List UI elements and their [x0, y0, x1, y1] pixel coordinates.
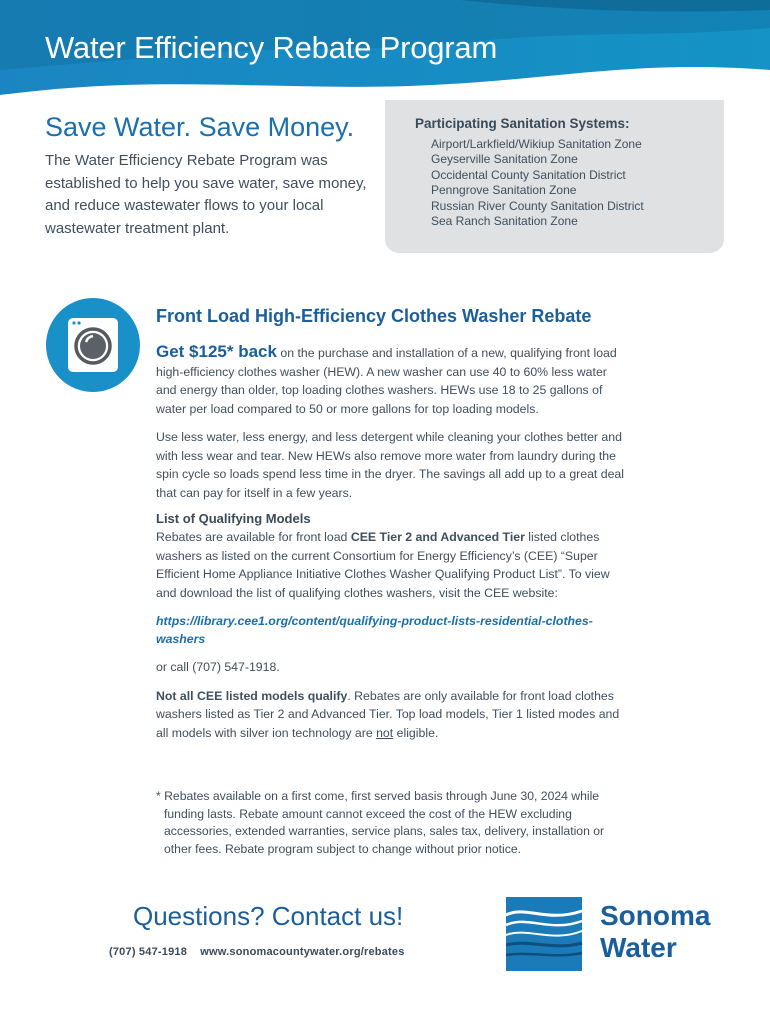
rebate-paragraph-3: Rebates are available for front load CEE Tier 2 and Advanced Tier listed clothes washers as listed on the current Consortium for Energy Efficiency’s (CEE) “Super Efficient Home Appliance Initiative Clothes Washer Qualifying Product List”. To view and download the list of qualifying clothes washers, visit the CEE website: [156, 530, 610, 600]
washer-icon [46, 298, 140, 392]
systems-list-item: Geyserville Sanitation Zone [431, 152, 578, 167]
call-text: or call (707) 547-1918. [156, 660, 280, 674]
footnote: * Rebates available on a first come, first served basis through June 30, 2024 while funding lasts. Rebate amount cannot exceed the cost of the HEW excluding accessories, extended warranties, service plans, sales tax, delivery, installation or other fees. Rebate program subject to change without prior notice. [156, 789, 605, 856]
systems-list-item: Russian River County Sanitation District [431, 198, 644, 213]
cee-website-link[interactable]: https://library.cee1.org/content/qualifying-product-lists-residential-clothes-washers [156, 614, 593, 646]
logo-line-1: Sonoma [600, 900, 711, 931]
systems-title: Participating Sanitation Systems: [415, 116, 630, 131]
rebate-paragraph-1: Get $125* back on the purchase and installation of a new, qualifying front load high-efficiency clothes washer (HEW). A new washer can use 40 to 60% less water and energy than older, top loading clothes washers. HEWs use 18 to 25 gallons of water per load compared to 50 or more gallons for top loading models. [156, 342, 617, 416]
page-title: Water Efficiency Rebate Program [45, 30, 498, 65]
tagline: Save Water. Save Money. [45, 112, 355, 142]
logo-line-2: Water [600, 932, 677, 963]
header-banner [0, 0, 770, 100]
rebate-title: Front Load High-Efficiency Clothes Washer Rebate [156, 306, 592, 326]
rebate-section [156, 306, 626, 742]
systems-list-item: Airport/Larkfield/Wikiup Sanitation Zone [431, 137, 642, 151]
contact-heading: Questions? Contact us! [133, 901, 404, 931]
rebate-paragraph-2: Use less water, less energy, and less detergent while cleaning your clothes better and with less wear and tear. New HEWs also remove more water from laundry during the spin cycle so loads spend less time in the dryer. The savings all add up to a great deal that can pay for itself in a few years. [156, 430, 625, 500]
systems-panel [385, 100, 724, 253]
systems-list [415, 137, 724, 229]
systems-list-item: Sea Ranch Sanitation Zone [431, 214, 578, 229]
logo-wordmark [600, 900, 710, 964]
contact-website[interactable]: www.sonomacountywater.org/rebates [200, 946, 405, 958]
systems-list-item: Penngrove Sanitation Zone [431, 183, 577, 198]
rebate-amount: Get $125* back [156, 342, 277, 361]
models-heading: List of Qualifying Models [156, 511, 311, 526]
contact-phone[interactable]: (707) 547-1918 [109, 946, 188, 958]
intro-text: The Water Efficiency Rebate Program was established to help you save water, save money, and reduce wastewater flows to your local wastewater treatment plant. [45, 152, 367, 237]
systems-list-item: Occidental County Sanitation District [431, 167, 626, 182]
washing-machine-icon [46, 298, 140, 392]
contact-line [109, 946, 415, 958]
rebate-paragraph-4: Not all CEE listed models qualify. Rebates are only available for front load clothes washers listed as Tier 2 and Advanced Tier. Top load models, Tier 1 listed modes and all models with silver ion technology are not eligible. [156, 688, 620, 740]
